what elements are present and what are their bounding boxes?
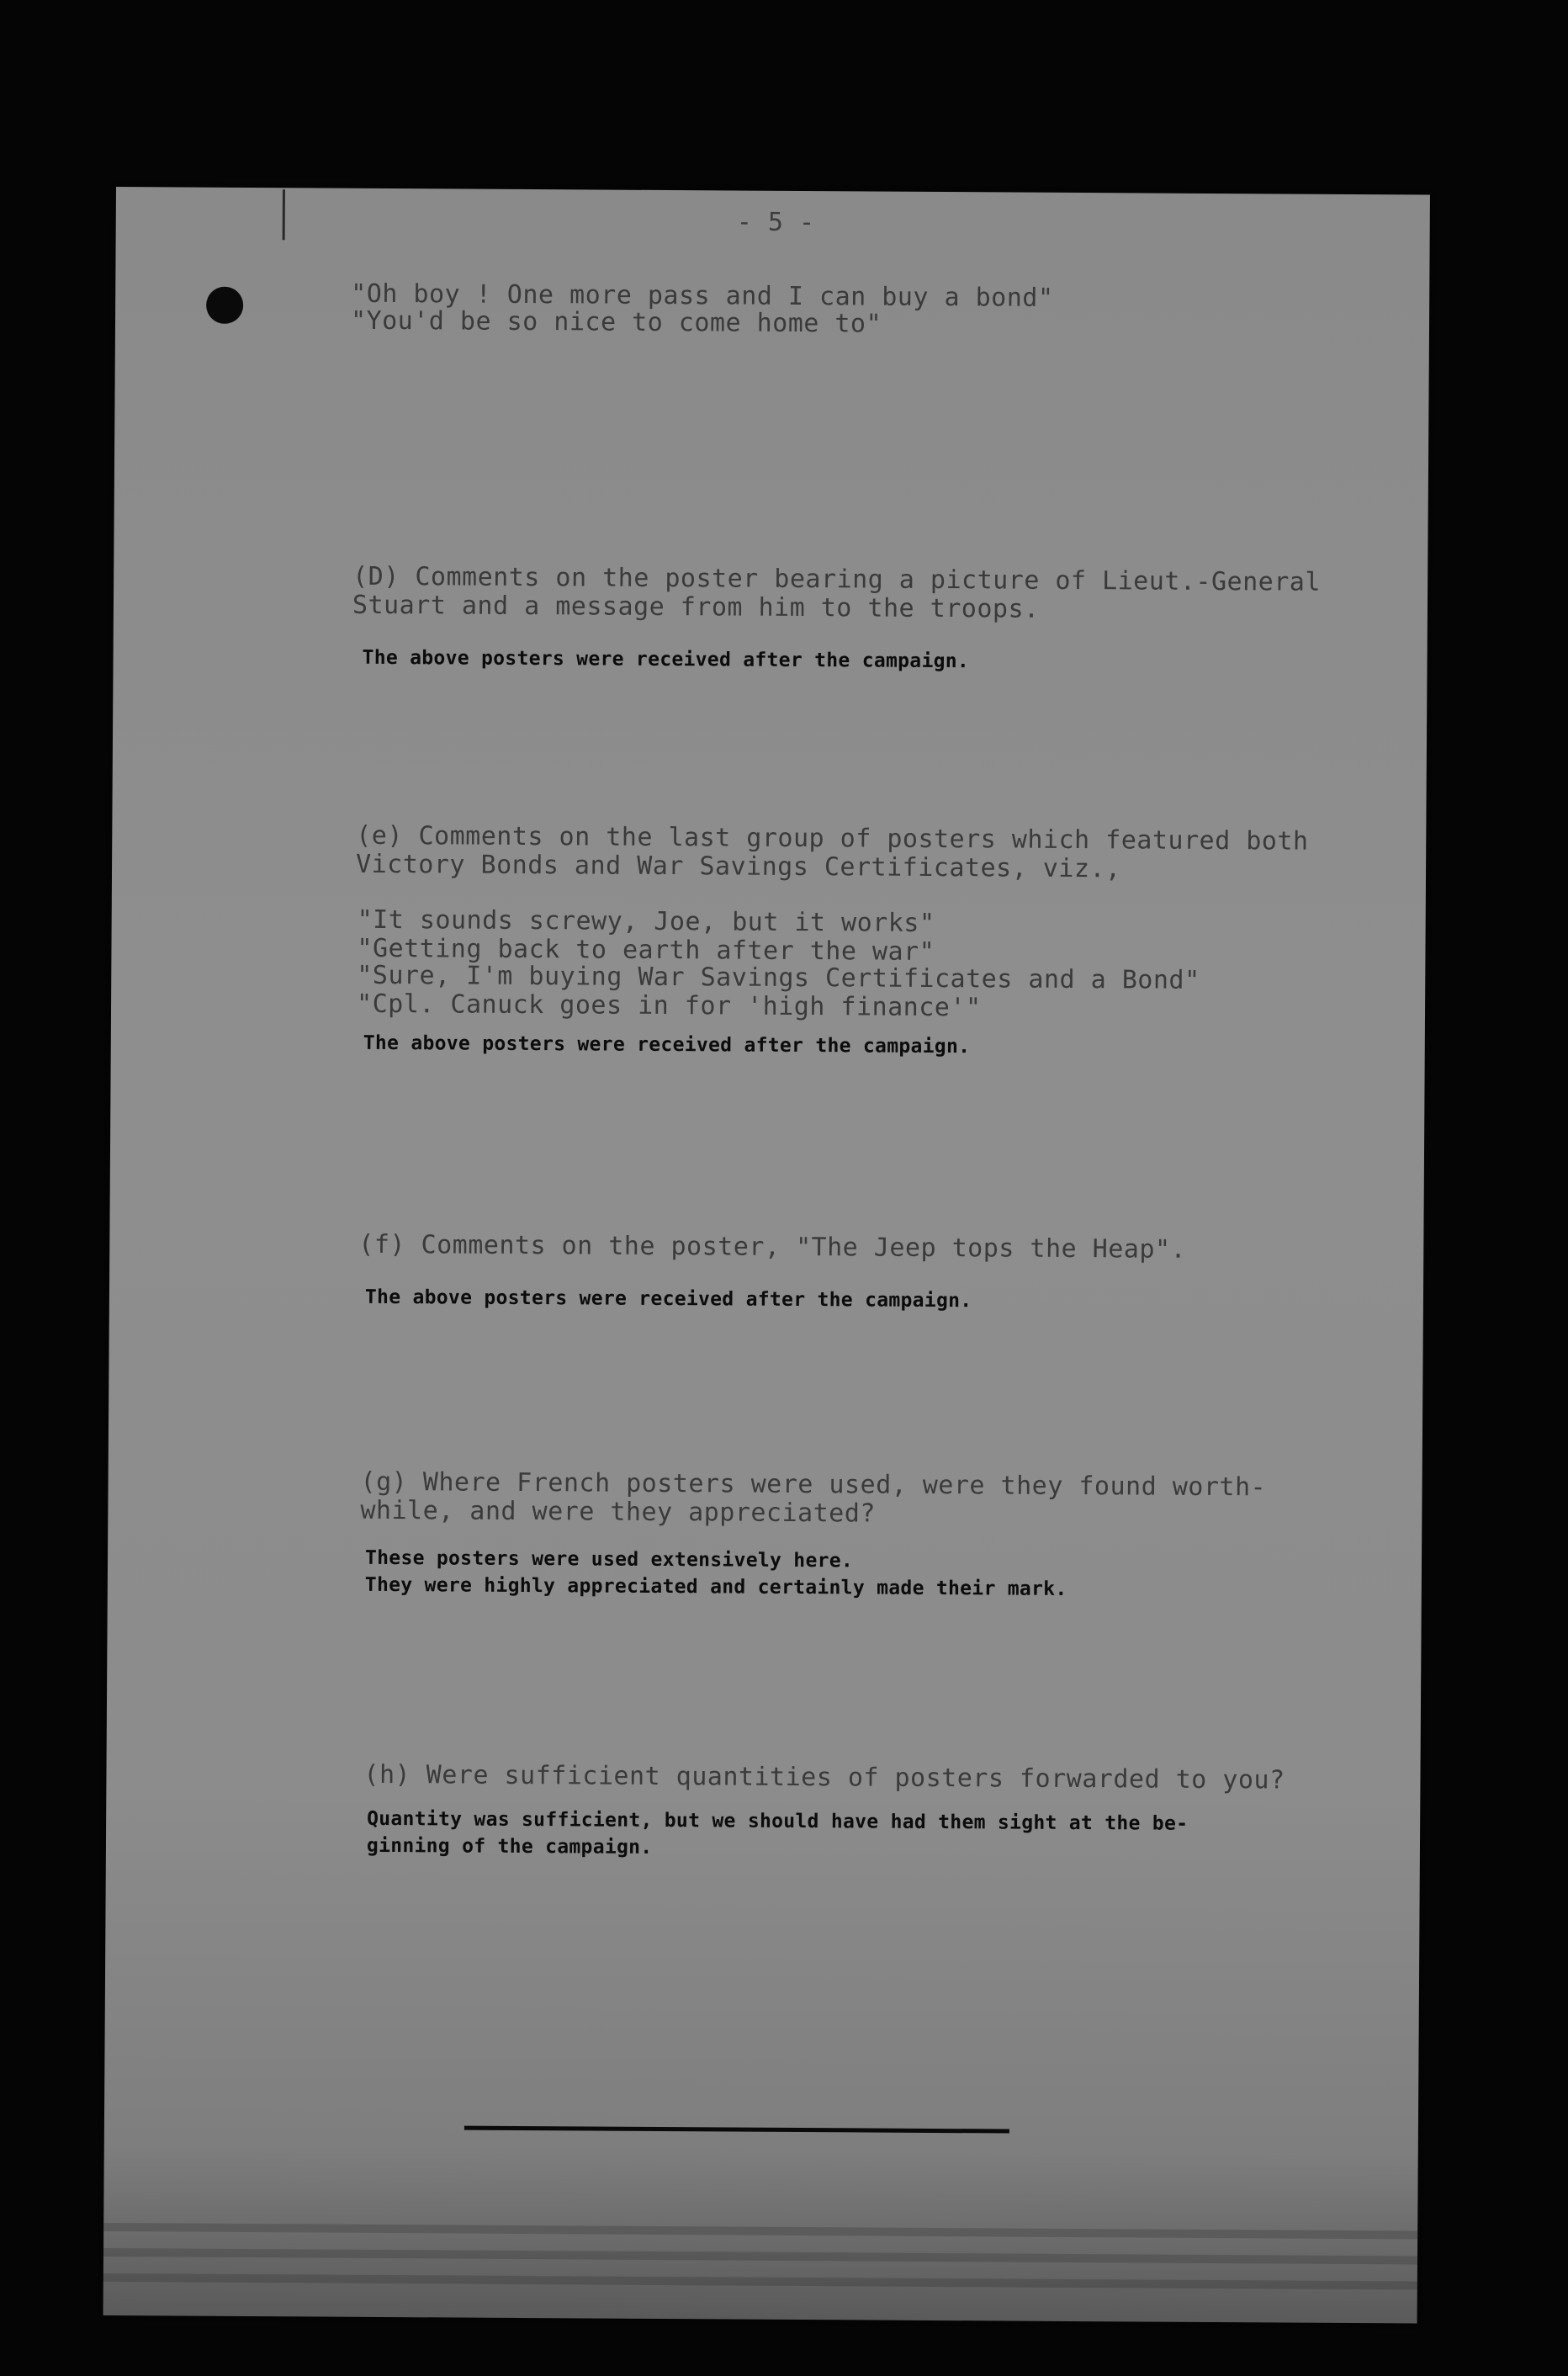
margin-mark — [283, 189, 285, 240]
intro-quote: "You'd be so nice to come home to" — [350, 305, 882, 339]
scan-band — [103, 2248, 1417, 2265]
answer-e: The above posters were received after the campaign. — [363, 1032, 971, 1058]
answer-f: The above posters were received after the campaign. — [364, 1286, 972, 1313]
question-e-line: Victory Bonds and War Savings Certificates, viz., — [355, 849, 1121, 884]
document-page — [103, 187, 1430, 2323]
punch-hole — [206, 287, 243, 324]
quote-e: "It sounds screwy, Joe, but it works" — [357, 904, 935, 938]
question-f-line: (f) Comments on the poster, "The Jeep tops the Heap". — [358, 1229, 1187, 1265]
question-e-line: (e) Comments on the last group of posters which featured both — [356, 820, 1309, 857]
quote-e: "Cpl. Canuck goes in for 'high finance'" — [356, 989, 982, 1023]
page-number: - 5 - — [736, 207, 815, 238]
answer-h-line: Quantity was sufficient, but we should have had them sight at the be- — [367, 1807, 1189, 1835]
answer-g-line: They were highly appreciated and certainly made their mark. — [364, 1573, 1067, 1600]
question-h-line: (h) Were sufficient quantities of posters forwarded to you? — [363, 1759, 1285, 1795]
quote-e: "Sure, I'm buying War Savings Certificates and a Bond" — [357, 960, 1200, 995]
question-d-line: (D) Comments on the poster bearing a picture of Lieut.-General — [352, 561, 1322, 597]
answer-d: The above posters were received after the campaign. — [362, 646, 970, 673]
scan-band — [103, 2273, 1417, 2290]
answer-g-line: These posters were used extensively here. — [364, 1546, 854, 1573]
quote-e: "Getting back to earth after the war" — [357, 933, 935, 967]
scan-band — [103, 2223, 1417, 2240]
question-d-line: Stuart and a message from him to the troops. — [352, 590, 1040, 624]
underline-rule — [464, 2126, 1009, 2134]
intro-quote: "Oh boy ! One more pass and I can buy a bond" — [351, 278, 1054, 313]
question-g-line: while, and were they appreciated? — [360, 1495, 877, 1529]
question-g-line: (g) Where French posters were used, were they found worth- — [360, 1466, 1267, 1503]
answer-h-line: ginning of the campaign. — [366, 1834, 653, 1859]
